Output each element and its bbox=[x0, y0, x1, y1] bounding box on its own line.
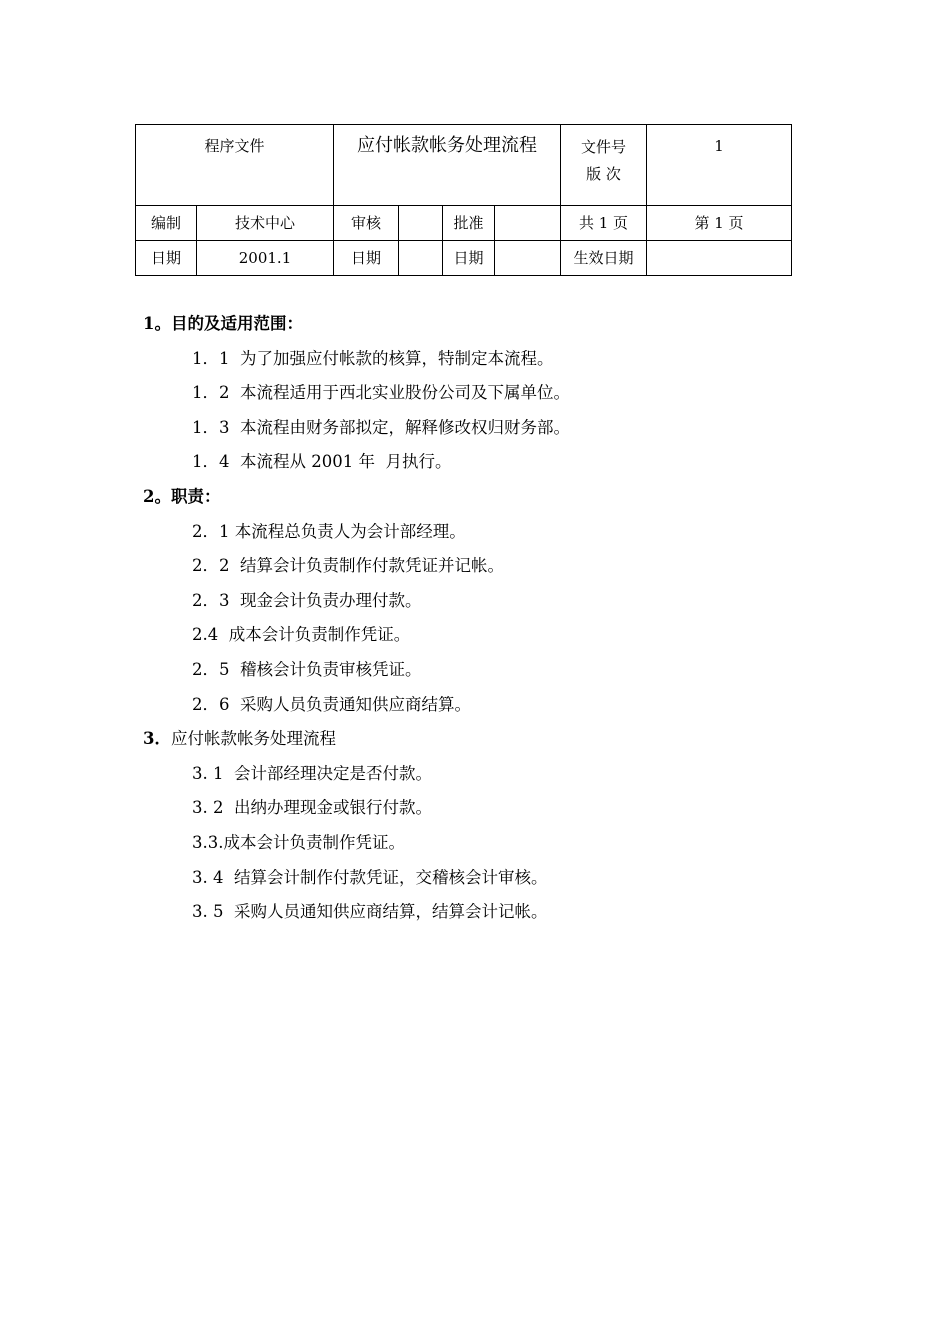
list-item: 2．6 采购人员负责通知供应商结算。 bbox=[192, 694, 471, 714]
section-2-heading: 2。职责： bbox=[143, 486, 221, 506]
section-3-heading bbox=[143, 722, 570, 757]
list-item: 3.3.成本会计负责制作凭证。 bbox=[192, 832, 405, 852]
list-item: 2．2 结算会计负责制作付款凭证并记帐。 bbox=[192, 556, 504, 576]
list-item: 3. 4 结算会计制作付款凭证，交稽核会计审核。 bbox=[192, 867, 548, 887]
doc-type: 程序文件 bbox=[204, 137, 265, 155]
doc-no-label: 文件号 bbox=[581, 138, 627, 156]
document-header-table bbox=[135, 124, 792, 276]
doc-no-value-cell bbox=[647, 125, 792, 206]
section-3-title: 应付帐款帐务处理流程 bbox=[170, 729, 336, 749]
edition-label: 版 次 bbox=[586, 165, 621, 183]
doc-no-value: 1 bbox=[714, 137, 724, 155]
list-item: 1．4 本流程从 2001 年 月执行。 bbox=[192, 452, 452, 472]
list-item: 3. 2 出纳办理现金或银行付款。 bbox=[192, 798, 432, 818]
doc-no-labels-cell bbox=[561, 125, 647, 206]
total-pages: 共 1 页 bbox=[561, 206, 647, 241]
doc-title: 应付帐款帐务处理流程 bbox=[357, 135, 538, 156]
effective-date-label: 生效日期 bbox=[561, 241, 647, 276]
document-body bbox=[143, 307, 570, 930]
list-item: 3. 1 会计部经理决定是否付款。 bbox=[192, 763, 432, 783]
date-label-1: 日期 bbox=[136, 241, 197, 276]
review-value bbox=[399, 206, 443, 241]
doc-type-cell bbox=[136, 125, 334, 206]
date-label-3: 日期 bbox=[443, 241, 495, 276]
editor-label: 编制 bbox=[136, 206, 197, 241]
list-item: 1．1 为了加强应付帐款的核算，特制定本流程。 bbox=[192, 348, 554, 368]
page-number: 第 1 页 bbox=[647, 206, 792, 241]
review-label: 审核 bbox=[334, 206, 399, 241]
editor-value: 技术中心 bbox=[197, 206, 334, 241]
list-item: 1．2 本流程适用于西北实业股份公司及下属单位。 bbox=[192, 383, 570, 403]
date-value-2 bbox=[399, 241, 443, 276]
list-item: 2．3 现金会计负责办理付款。 bbox=[192, 590, 422, 610]
effective-date-value bbox=[647, 241, 792, 276]
list-item: 3. 5 采购人员通知供应商结算，结算会计记帐。 bbox=[192, 902, 548, 922]
list-item: 1．3 本流程由财务部拟定，解释修改权归财务部。 bbox=[192, 417, 570, 437]
section-3-number: 3． bbox=[143, 729, 171, 749]
list-item: 2．1 本流程总负责人为会计部经理。 bbox=[192, 521, 466, 541]
date-value-3 bbox=[495, 241, 561, 276]
list-item: 2．5 稽核会计负责审核凭证。 bbox=[192, 659, 422, 679]
list-item: 2.4 成本会计负责制作凭证。 bbox=[192, 625, 411, 645]
date-label-2: 日期 bbox=[334, 241, 399, 276]
title-cell bbox=[334, 125, 561, 206]
approve-value bbox=[495, 206, 561, 241]
date-value-1: 2001.1 bbox=[197, 241, 334, 276]
approve-label: 批准 bbox=[443, 206, 495, 241]
section-1-heading: 1。目的及适用范围： bbox=[143, 314, 303, 333]
